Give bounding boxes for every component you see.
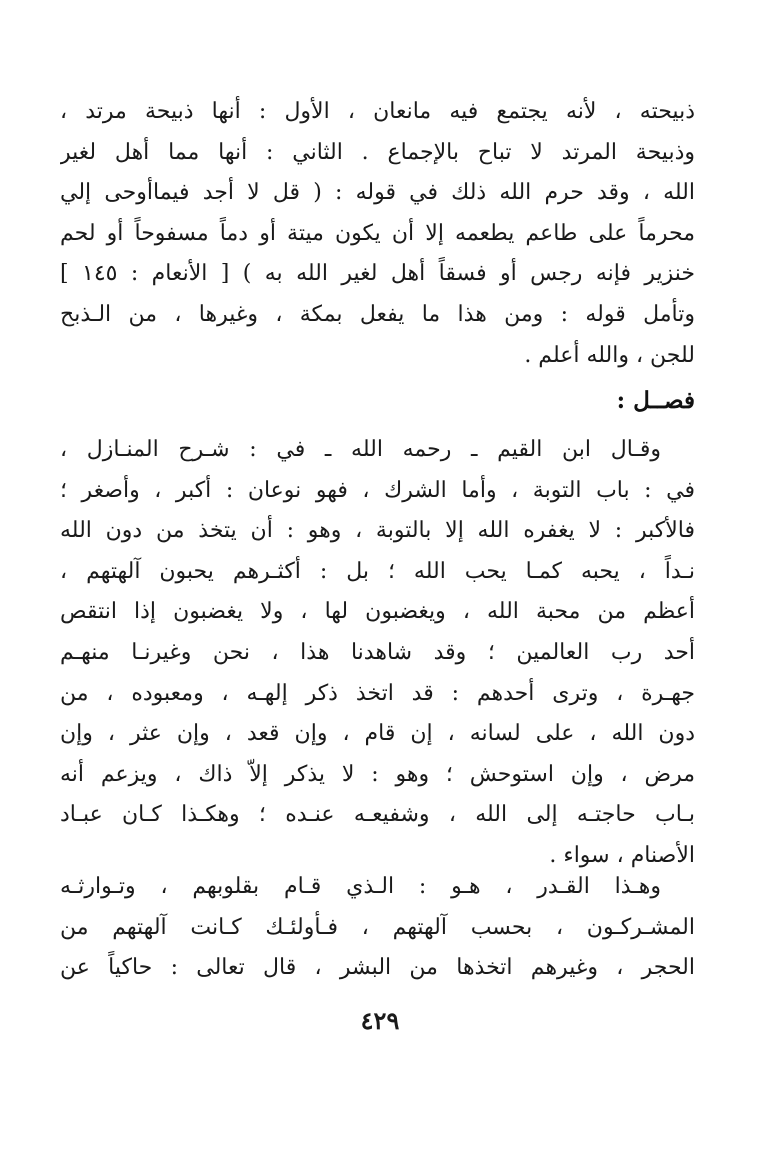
text-line: ذبيحته ، لأنه يجتمع فيه مانعان ، الأول : أنها ذبيحة مرتد ، bbox=[60, 99, 695, 124]
text-line: في : باب التوبة ، وأما الشرك ، فهو نوعان : أكبر ، وأصغر ؛ bbox=[60, 477, 695, 503]
text-line: للجن ، والله أعلم . bbox=[524, 342, 695, 368]
text-line: الحجر ، وغيرهم اتخذها من البشر ، قال تعالى : حاكياً عن bbox=[60, 955, 695, 981]
page-number: ٤٢٩ bbox=[360, 1006, 400, 1035]
text-line: فالأكبر : لا يغفره الله إلا بالتوبة ، وهو : أن يتخذ من دون الله bbox=[60, 518, 695, 544]
paragraph-3 bbox=[60, 867, 695, 989]
text-line: وذبيحة المرتد لا تباح بالإجماع . الثاني : أنها مما أهل لغير bbox=[60, 139, 695, 165]
text-line: جهـرة ، وترى أحدهم : قد اتخذ ذكر إلهـه ، ومعبوده ، من bbox=[60, 680, 695, 706]
text-line: وهـذا القـدر ، هـو : الـذي قـام بقلوبهم ، وتـوارثـه bbox=[60, 874, 661, 899]
text-line: وقـال ابن القيم ـ رحمه الله ـ في : شـرح المنـازل ، bbox=[60, 437, 661, 462]
text-line: نـداً ، يحبه كمـا يحب الله ؛ بل : أكثـرهم يحبون آلهتهم ، bbox=[60, 558, 695, 584]
paragraph-1 bbox=[60, 92, 695, 376]
text-line: محرماً على طاعم يطعمه إلا أن يكون ميتة أو دماً مسفوحاً أو لحم bbox=[60, 220, 695, 246]
text-line: مرض ، وإن استوحش ؛ وهو : لا يذكر إلاّ ذاك ، ويزعم أنه bbox=[60, 761, 695, 787]
text-line: بـاب حاجتـه إلى الله ، وشفيعـه عنـده ؛ وهكـذا كـان عبـاد bbox=[60, 802, 695, 828]
paragraph-2 bbox=[60, 430, 695, 877]
text-line: الله ، وقد حرم الله ذلك في قوله : ( قل لا أجد فيماأوحى إلي bbox=[60, 180, 695, 206]
text-line: المشـركـون ، بحسب آلهتهم ، فـأولئـك كـانت آلهتهم من bbox=[60, 914, 695, 940]
text-line: أعظم من محبة الله ، ويغضبون لها ، ولا يغضبون إذا انتقص bbox=[60, 599, 695, 625]
text-line: وتأمل قوله : ومن هذا ما يفعل بمكة ، وغيرها ، من الـذبح bbox=[60, 301, 695, 327]
text-line: الأصنام ، سواء . bbox=[549, 842, 695, 868]
text-line: خنزير فإنه رجس أو فسقاً أهل لغير الله به ) [ الأنعام : ١٤٥ ] bbox=[60, 261, 695, 287]
text-line: أحد رب العالمين ؛ وقد شاهدنا هذا ، نحن وغيرنـا منهـم bbox=[60, 639, 695, 665]
section-heading: فصــل : bbox=[616, 387, 695, 414]
text-line: دون الله ، على لسانه ، إن قام ، وإن قعد ، وإن عثر ، وإن bbox=[60, 721, 695, 747]
